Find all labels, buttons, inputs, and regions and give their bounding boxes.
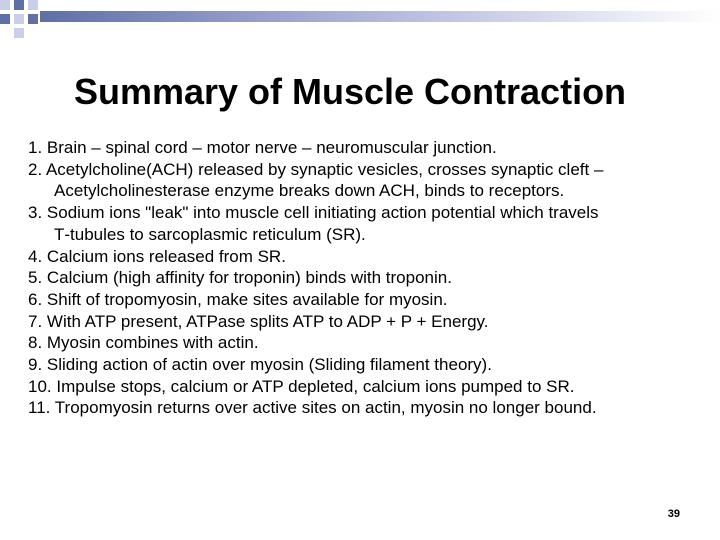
page-number: 39: [667, 508, 680, 520]
list-item: 2. Acetylcholine(ACH) released by synaptic vesicles, crosses synaptic cleft – Acetylcholinesterase enzyme breaks down ACH, binds to receptors.: [28, 159, 604, 201]
corner-square: [14, 14, 24, 24]
corner-square: [14, 28, 24, 38]
header-gradient-bar: [40, 11, 720, 22]
list-item: 7. With ATP present, ATPase splits ATP to ADP + P + Energy.: [28, 311, 489, 331]
slide-title: Summary of Muscle Contraction: [73, 71, 627, 112]
list-item: 11. Tropomyosin returns over active sites on actin, myosin no longer bound.: [28, 398, 597, 418]
contraction-steps-list: [28, 137, 668, 419]
list-item: 5. Calcium (high affinity for troponin) binds with troponin.: [28, 268, 452, 288]
list-item: 9. Sliding action of actin over myosin (Sliding filament theory).: [28, 355, 492, 375]
list-item: 3. Sodium ions "leak" into muscle cell initiating action potential which travels T‑tubules to sarcoplasmic reticulum (SR).: [28, 203, 599, 244]
corner-square: [0, 0, 10, 10]
list-item: 4. Calcium ions released from SR.: [28, 246, 286, 266]
corner-square: [0, 14, 10, 24]
list-item: 6. Shift of tropomyosin, make sites available for myosin.: [28, 289, 448, 309]
corner-square: [28, 0, 38, 10]
list-item: 8. Myosin combines with actin.: [28, 333, 259, 353]
list-item: 1. Brain – spinal cord – motor nerve – neuromuscular junction.: [28, 138, 497, 157]
list-item: 10. Impulse stops, calcium or ATP depleted, calcium ions pumped to SR.: [28, 376, 575, 396]
corner-square: [14, 0, 24, 10]
corner-square: [28, 14, 38, 24]
